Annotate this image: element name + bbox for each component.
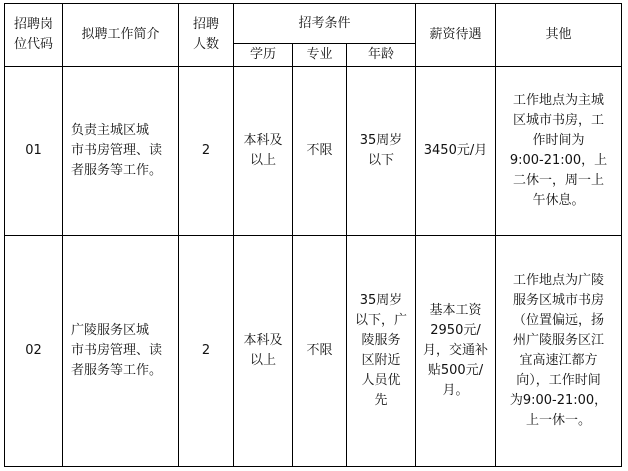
table-row-2-intro: 广陵服务区城 市书房管理、读 者服务等工作。 (71, 323, 163, 378)
table-row-2-major: 不限 (306, 343, 333, 358)
table-row-1-salary: 3450元/月 (423, 143, 488, 158)
header-count: 招聘 人数 (192, 17, 219, 52)
table-row-2-post-code: 02 (25, 343, 42, 358)
table-row-2-count: 2 (201, 343, 211, 358)
table-row-1-other: 工作地点为主城 区城市书房，工 作时间为 9:00-21:00，上 二休一，周一上 午休息。 (509, 93, 608, 208)
table-row-1-post-code: 01 (25, 143, 42, 158)
table-row-2-other: 工作地点为广陵 服务区城市书房 （位置偏远，扬 州广陵服务区江 宜高速江都方 向），工作时间 为9:00-21:00， 上一休一。 (509, 273, 608, 428)
header-intro: 拟聘工作简介 (81, 27, 160, 42)
header-education: 学历 (249, 47, 276, 62)
table-row-1-education: 本科及 以上 (243, 133, 283, 168)
header-post-code: 招聘岗 位代码 (13, 17, 53, 52)
header-other: 其他 (545, 27, 572, 42)
table-row-1-major: 不限 (306, 143, 333, 158)
header-salary: 薪资待遇 (429, 27, 482, 42)
table-row-2-education: 本科及 以上 (243, 333, 283, 368)
table-row-1-age: 35周岁 以下 (359, 133, 403, 168)
header-major: 专业 (306, 47, 333, 62)
header-conditions: 招考条件 (298, 15, 351, 31)
header-age: 年龄 (367, 47, 394, 62)
table-row-2-salary: 基本工资 2950元/ 月，交通补 贴500元/ 月。 (422, 303, 488, 398)
table-row-2-age: 35周岁 以下，广 陵服务 区附近 人员优 先 (354, 293, 407, 408)
table-row-1-count: 2 (201, 143, 211, 158)
table-row-1-intro: 负责主城区城 市书房管理、读 者服务等工作。 (71, 123, 163, 178)
